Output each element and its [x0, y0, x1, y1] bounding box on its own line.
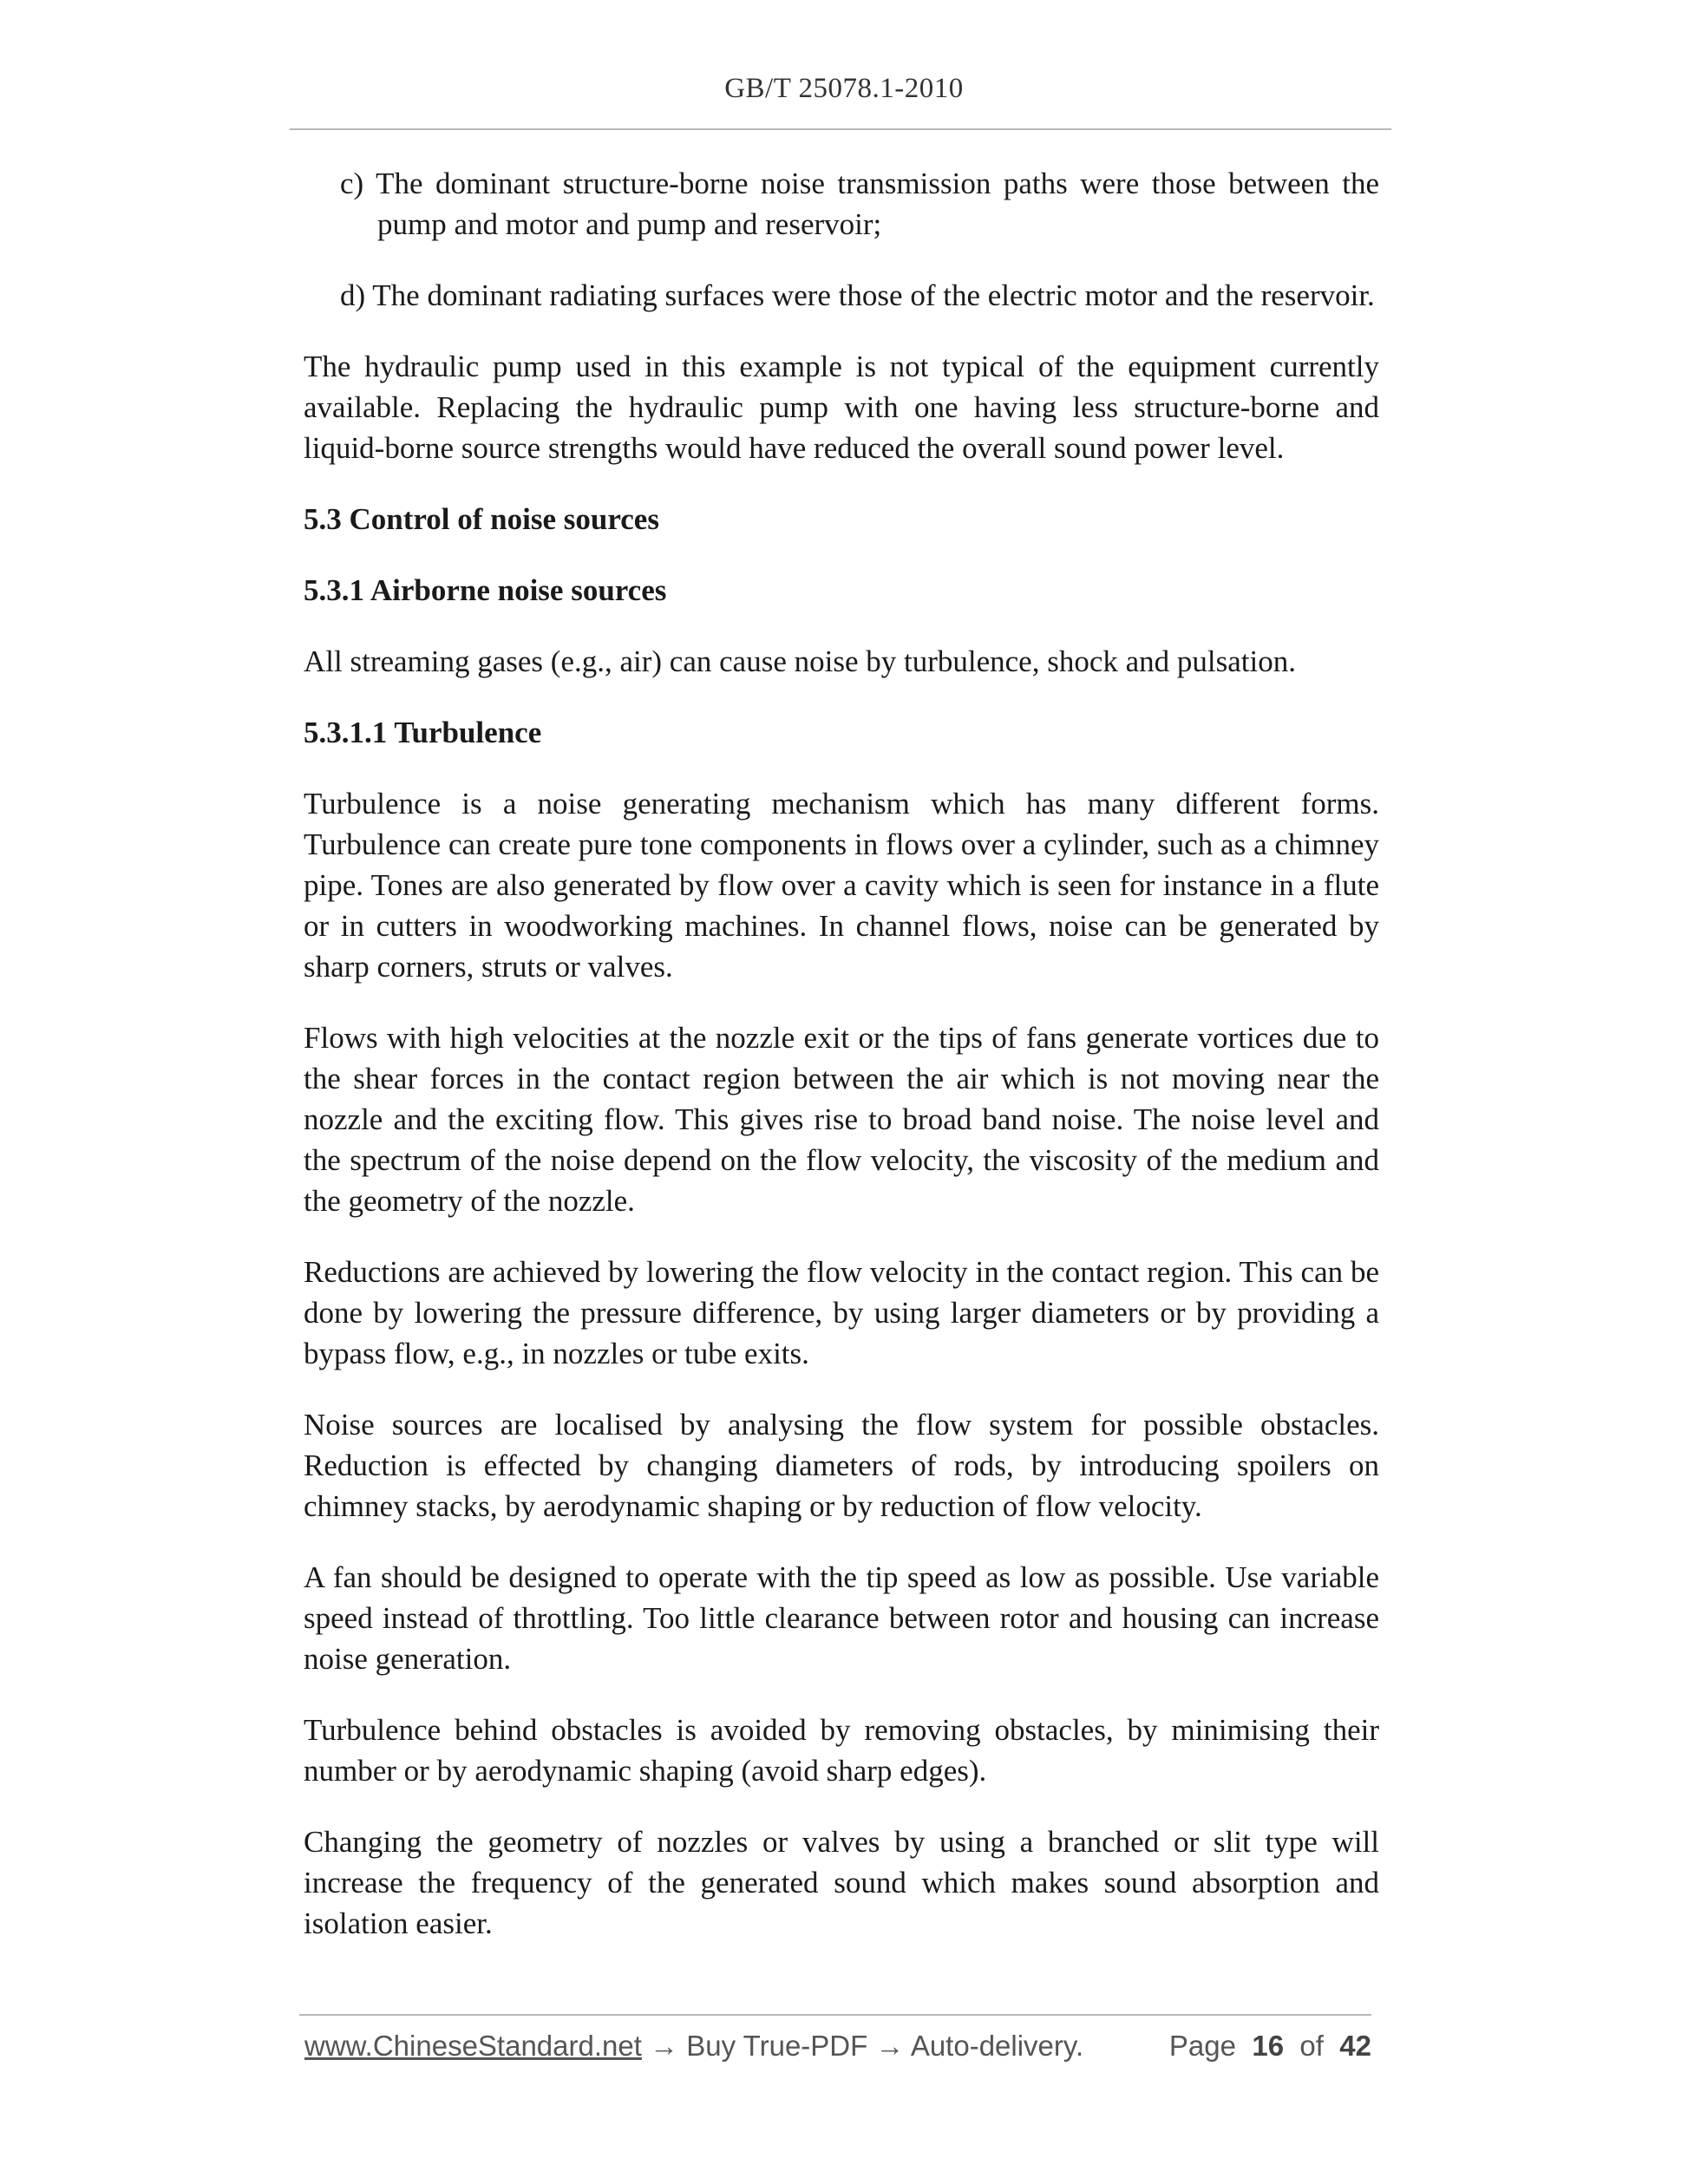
page-label: Page: [1168, 2030, 1236, 2062]
paragraph-turbulence-forms: Turbulence is a noise generating mechanism which has many different forms. Turbulence can create pure tone components in flows over a cylinder, such as a chimney pipe. Tones are also generated by flow over a cavity which is seen for instance in a flute or in cutters in woodworking machines. In channel flows, noise can be generated by sharp corners, struts or valves.: [304, 787, 1379, 984]
paragraph-noise-source-localisation: Noise sources are localised by analysing the flow system for possible obstacles. Reduction is effected by changing diameters of rods, by introducing spoilers on chimney stacks, by aerodynamic shaping or by reduction of flow velocity.: [304, 1408, 1379, 1523]
paragraph-streaming-gases: All streaming gases (e.g., air) can cause noise by turbulence, shock and pulsation.: [304, 644, 1296, 678]
section-heading-5-3-1-1: 5.3.1.1 Turbulence: [304, 716, 542, 749]
page-content: [304, 163, 1379, 1974]
list-item-text: The dominant radiating surfaces were those of the electric motor and the reservoir.: [372, 278, 1375, 312]
header-divider: [290, 128, 1391, 130]
list-item-d: [304, 275, 1379, 316]
page-current: 16: [1252, 2030, 1285, 2062]
page-number: [1169, 2030, 1371, 2063]
footer-divider: [299, 2014, 1371, 2016]
section-heading-5-3: 5.3 Control of noise sources: [304, 502, 659, 536]
paragraph-nozzle-geometry: Changing the geometry of nozzles or valves by using a branched or slit type will increase the frequency of the generated sound which makes sound absorption and isolation easier.: [304, 1825, 1379, 1940]
section-heading-5-3-1: 5.3.1 Airborne noise sources: [304, 573, 667, 607]
footer-promo: [304, 2030, 1083, 2063]
list-marker: d): [340, 278, 366, 312]
page-total: 42: [1339, 2030, 1371, 2062]
paragraph-hydraulic-pump: The hydraulic pump used in this example is not typical of the equipment currently available. Replacing the hydraulic pump with one having less structure-borne and liquid-borne source strengths would have reduced the overall sound power level.: [304, 350, 1379, 465]
page-of-label: of: [1299, 2030, 1324, 2062]
footer-promo-text: → Buy True-PDF → Auto-delivery.: [641, 2030, 1084, 2062]
paragraph-high-velocity-flows: Flows with high velocities at the nozzle exit or the tips of fans generate vortices due to the shear forces in the contact region between the air which is not moving near the nozzle and the exciting flow. This gives rise to broad band noise. The noise level and the spectrum of the noise depend on the flow velocity, the viscosity of the medium and the geometry of the nozzle.: [304, 1021, 1379, 1218]
paragraph-obstacles: Turbulence behind obstacles is avoided by removing obstacles, by minimising their number or by aerodynamic shaping (avoid sharp edges).: [304, 1713, 1379, 1788]
paragraph-fan-design: A fan should be designed to operate with the tip speed as low as possible. Use variable speed instead of throttling. Too little clearance between rotor and housing can increase noise generation.: [304, 1560, 1379, 1676]
page-footer: [304, 2030, 1371, 2073]
page-header-doc-id: GB/T 25078.1-2010: [724, 73, 964, 104]
paragraph-reductions: Reductions are achieved by lowering the flow velocity in the contact region. This can be done by lowering the pressure difference, by using larger diameters or by providing a bypass flow, e.g., in nozzles or tube exits.: [304, 1255, 1379, 1370]
website-link[interactable]: www.ChineseStandard.net: [304, 2030, 642, 2062]
list-item-text: The dominant structure-borne noise transmission paths were those between the pump and motor and pump and reservoir;: [376, 167, 1379, 241]
list-marker: c): [340, 167, 364, 200]
list-item-c: [304, 163, 1379, 245]
